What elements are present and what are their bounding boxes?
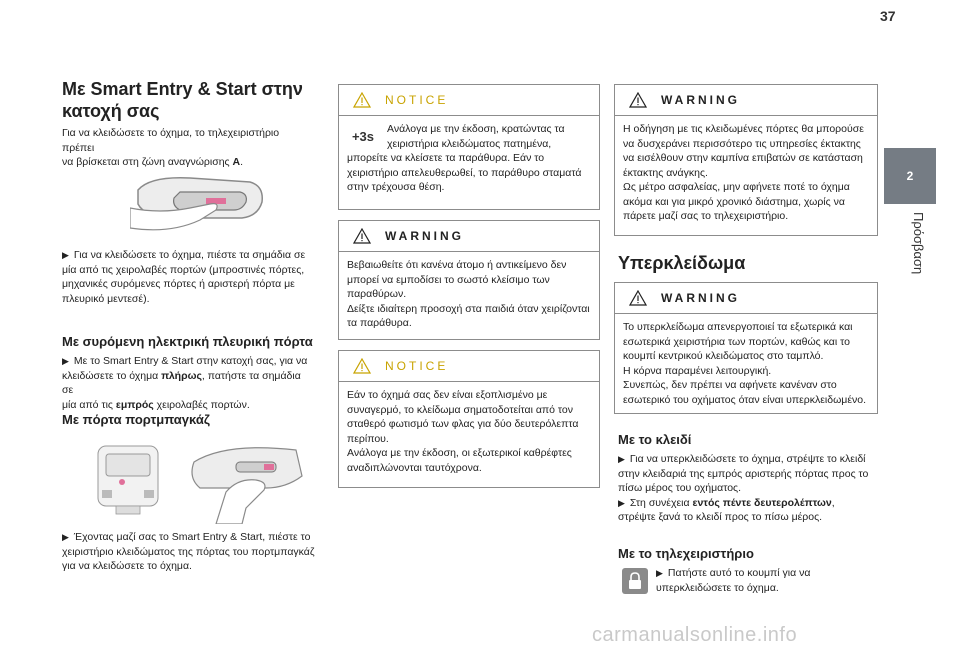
warning-box-windows: WARNING Βεβαιωθείτε ότι κανένα άτομο ή αντικείμενο δεν μπορεί να εμποδίσει το σωστό κλείσιμο των παραθύρων. Δείξτε ιδιαίτερη προσοχή στα παιδιά όταν χειρίζονται τα παράθυρα. <box>338 220 600 340</box>
warning-triangle-icon <box>629 92 647 108</box>
lock-step-1: ▶ Για να κλειδώσετε το όχημα, πιέστε τα σημάδια σε μία από τις χειρολαβές πορτών (μπροστινές πόρτες, μηχανικές συρόμενες πόρτες ή αριστερή πόρτα με πλευρικό μεντεσέ). <box>62 249 306 305</box>
warning-title: WARNING <box>661 291 740 305</box>
watermark: carmanualsonline.info <box>592 624 798 646</box>
arrow-right-icon: ▶ <box>618 454 625 464</box>
hold-3-seconds-icon: +3s <box>351 128 375 144</box>
warning-triangle-icon <box>629 290 647 306</box>
notice-box-alarm: NOTICE Εάν το όχημά σας δεν είναι εξοπλισμένο με συναγερμό, το κλείδωμα σηματοδοτείται από τον σταθερό φωτισμό των φλας για δύο δευτερόλεπτα περίπου. Ανάλογα με την έκδοση, οι εξωτερικοί καθρέφτες αναδιπλώνονται ταυτόχρονα. <box>338 350 600 488</box>
remote-step: ▶ Πατήστε αυτό το κουμπί για να υπερκλειδώσετε το όχημα. <box>656 567 811 594</box>
section-title-deadlocking: Υπερκλείδωμα <box>618 253 746 273</box>
warning-header <box>339 221 599 251</box>
notice-title: NOTICE <box>385 93 449 107</box>
chapter-label: Πρόσβαση <box>911 212 926 275</box>
zone-letter: A <box>232 156 241 168</box>
arrow-right-icon: ▶ <box>62 532 69 542</box>
warning-box-deadlocking: WARNING Το υπερκλείδωμα απενεργοποιεί τα εξωτερικά και εσωτερικά χειριστήρια των πορτών, καθώς και το κουμπί κεντρικού κλειδώματος στο ταμπλό. Η κόρνα παραμένει λειτουργική. Συνεπώς, δεν πρέπει να αφήνετε κανέναν στο εσωτερικό του οχήματος όταν είναι υπερκλειδωμένο. <box>614 282 878 414</box>
section-title-line2: κατοχή σας <box>62 101 160 121</box>
caution-triangle-icon <box>353 92 371 108</box>
warning-title: WARNING <box>661 93 740 107</box>
subsection-title-sliding-door: Με συρόμενη ηλεκτρική πλευρική πόρτα <box>62 334 313 349</box>
section-title-line1: Με Smart Entry & Start στην <box>62 79 303 99</box>
intro-line: Για να κλειδώσετε το όχημα, το τηλεχειριστήριο πρέπει <box>62 127 280 154</box>
chapter-number: 2 <box>906 169 914 183</box>
caution-triangle-icon <box>353 358 371 374</box>
arrow-right-icon: ▶ <box>618 497 625 508</box>
lock-button-icon <box>622 568 648 594</box>
notice-header <box>339 351 599 381</box>
warning-title: WARNING <box>385 229 464 243</box>
notice-box-windows: NOTICE +3s Ανάλογα με την έκδοση, κρατώντας τα χειριστήρια κλειδώματος πατημένα, μπορείτε να κλείσετε τα παράθυρα. Εάν το χειριστήριο απελευθερωθεί, το παράθυρο σταματά στην τρέχουσα θέση. <box>338 84 600 210</box>
arrow-right-icon: ▶ <box>62 250 69 260</box>
tailgate-step: ▶ Έχοντας μαζί σας το Smart Entry & Start, πιέστε το χειριστήριο κλειδώματος της πόρτας του πορτμπαγκάζ για να κλειδώσετε το όχημα. <box>62 531 315 572</box>
subsection-title-key: Με το κλειδί <box>618 432 692 447</box>
warning-header <box>615 85 877 115</box>
tailgate-illustration <box>96 432 306 524</box>
subsection-title-tailgate: Με πόρτα πορτμπαγκάζ <box>62 412 210 427</box>
chapter-tab[interactable] <box>884 148 936 204</box>
door-handle-illustration <box>130 168 270 238</box>
intro-line: να βρίσκεται στη ζώνη αναγνώρισης A. <box>62 156 244 168</box>
page-number: 37 <box>880 8 896 24</box>
sliding-door-paragraph: ▶ Με το Smart Entry & Start στην κατοχή σας, για να κλειδώσετε το όχημα πλήρως, πατήστε τα σημάδια σε μία από τις εμπρός χειρολαβές πορτών. <box>62 355 308 411</box>
arrow-right-icon: ▶ <box>656 568 663 578</box>
intro-paragraph <box>62 126 302 170</box>
notice-title: NOTICE <box>385 359 449 373</box>
warning-box-locked-driving: WARNING Η οδήγηση με τις κλειδωμένες πόρτες θα μπορούσε να δυσχεράνει περισσότερο τις υπηρεσίες έκτακτης να εισέλθουν στην καμπίνα επιβατών σε κατάσταση έκτακτης ανάγκης. Ως μέτρο ασφαλείας, μην αφήνετε ποτέ το όχημα ακόμα και για μικρό χρονικό διάστημα, χωρίς να πάρετε μαζί σας το τηλεχειριστήριο. <box>614 84 878 236</box>
warning-triangle-icon <box>353 228 371 244</box>
arrow-right-icon: ▶ <box>62 356 69 366</box>
notice-header <box>339 85 599 115</box>
subsection-title-remote: Με το τηλεχειριστήριο <box>618 546 754 561</box>
key-steps: ▶ Για να υπερκλειδώσετε το όχημα, στρέψτε το κλειδί στην κλειδαριά της εμπρός αριστερής πόρτας προς το πίσω μέρος του οχήματος. ▶ Στη συνέχεια εντός πέντε δευτερολέπτων, στρέψτε ξανά το κλειδί προς το πίσω μέρος. <box>618 453 869 523</box>
warning-header <box>615 283 877 313</box>
